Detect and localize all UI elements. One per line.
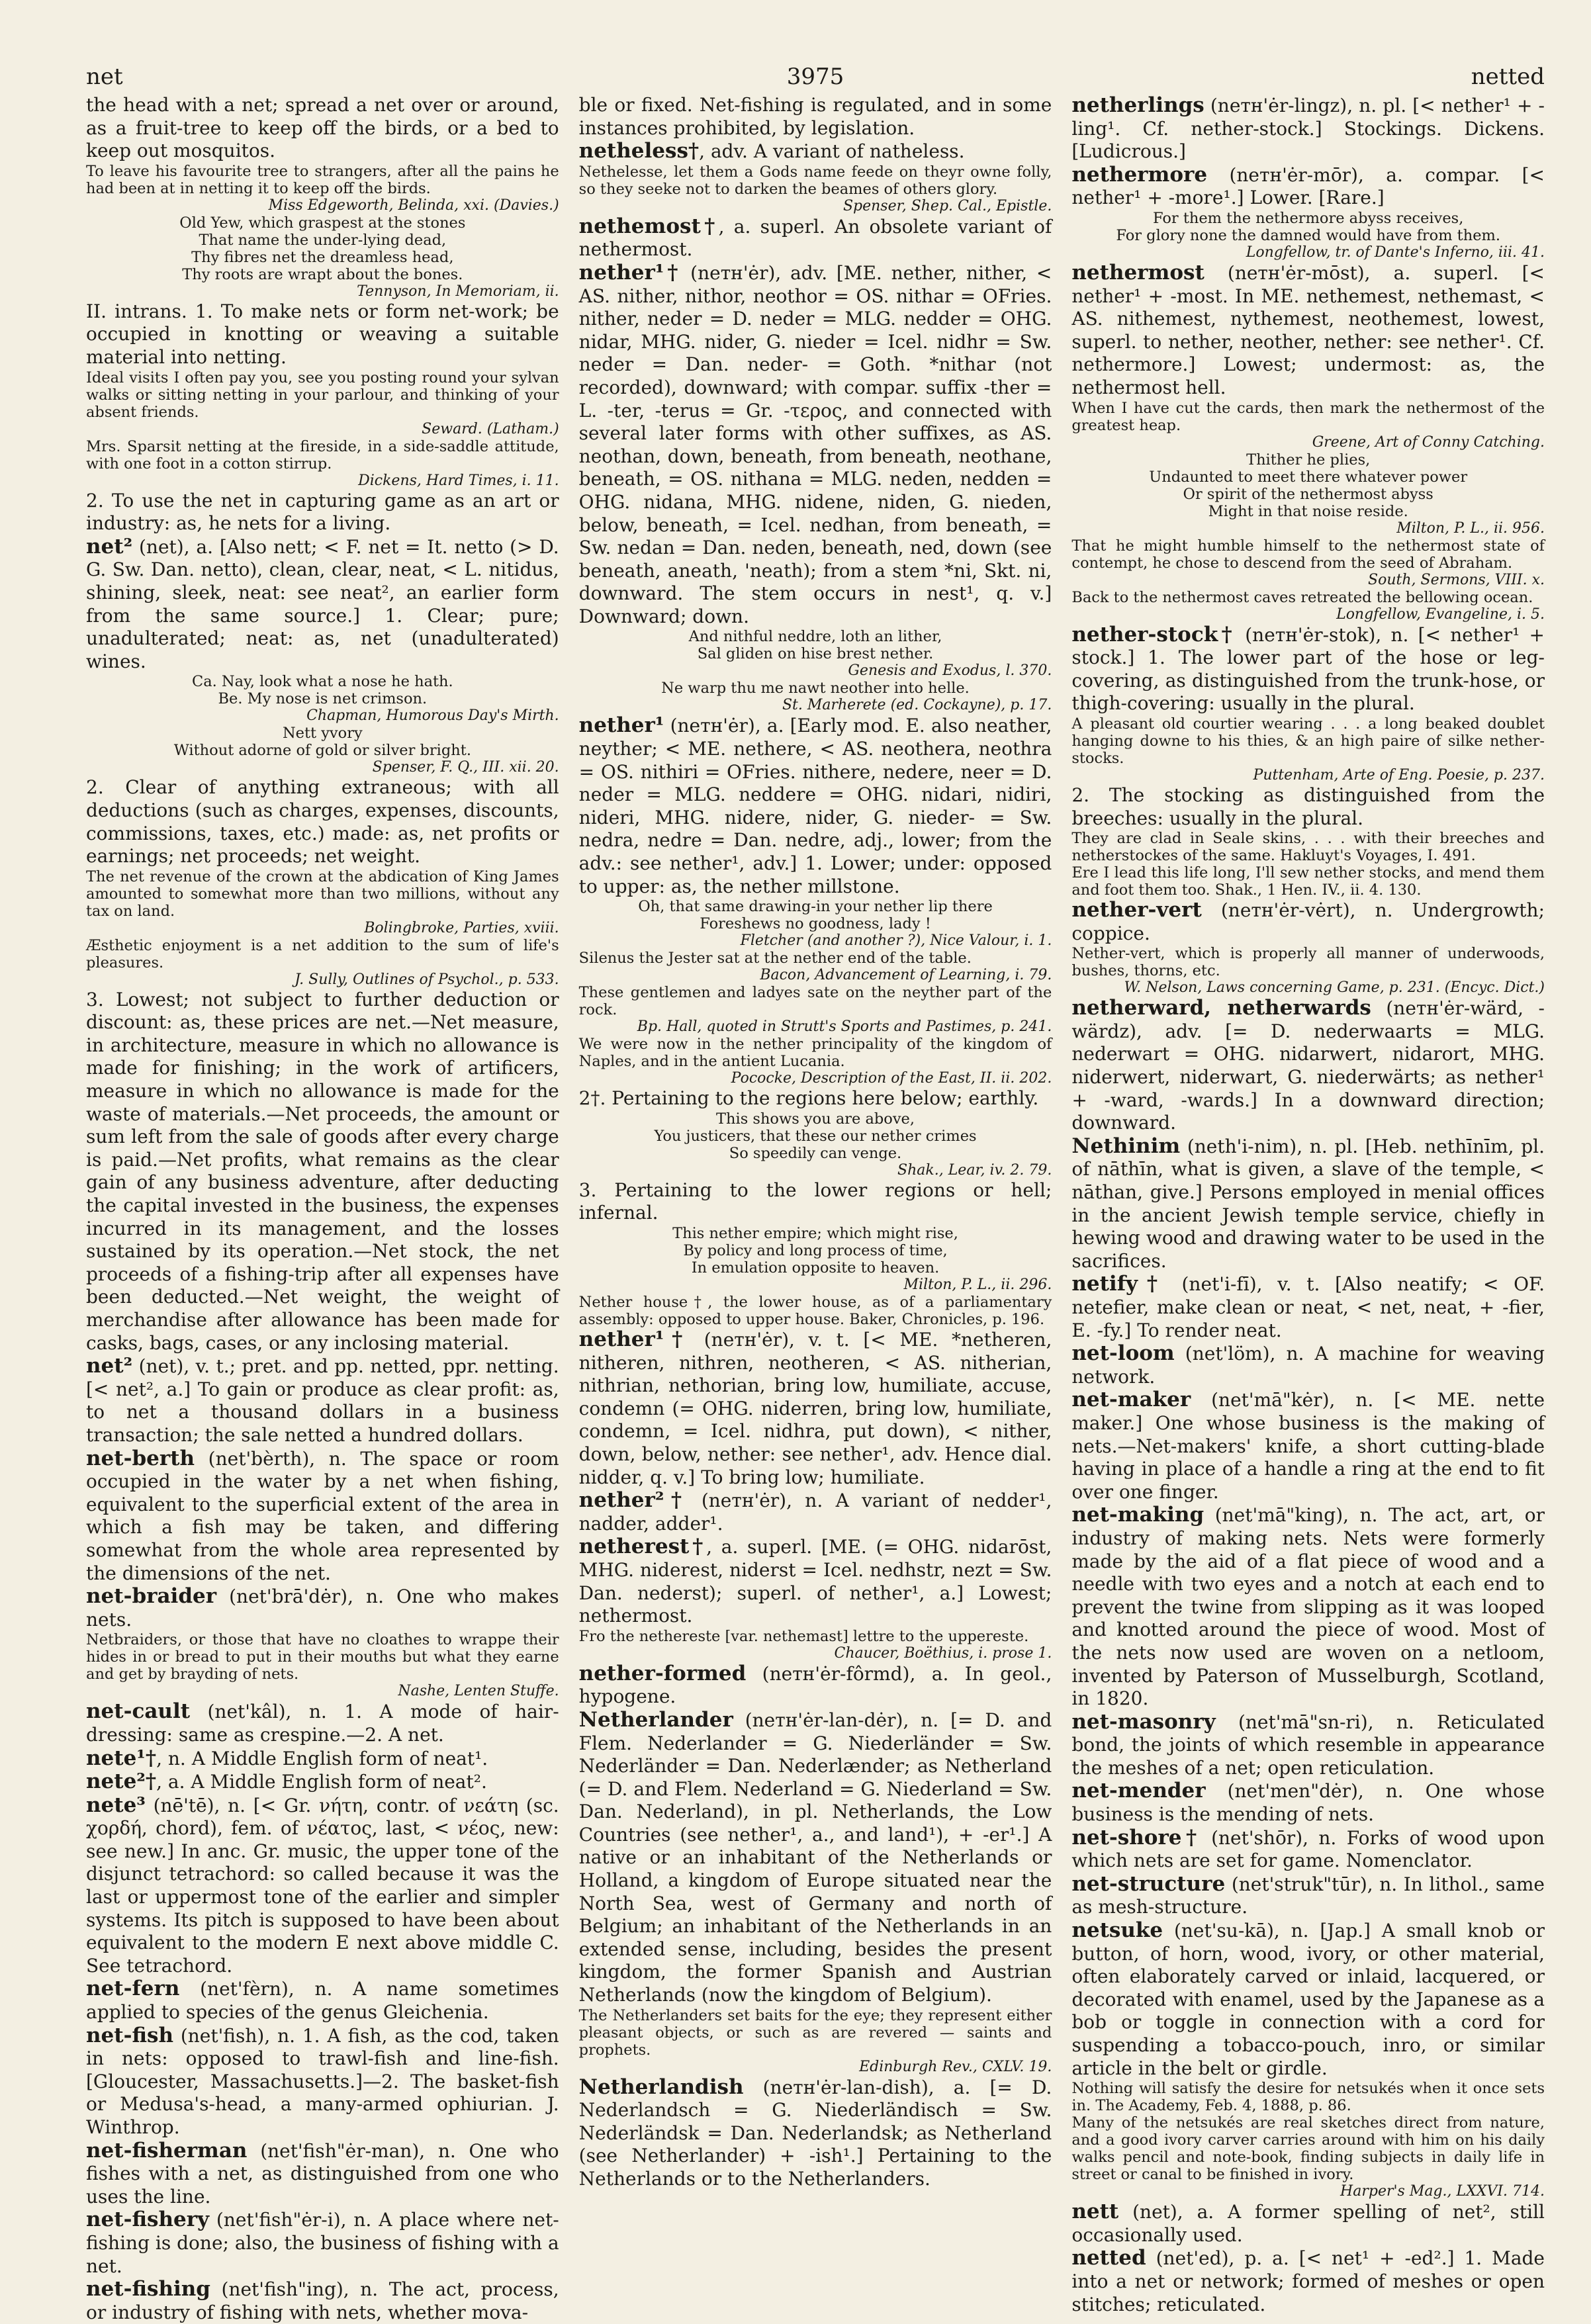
verse-line: This nether empire; which might rise, — [672, 1225, 958, 1242]
headword: Netherlandish — [578, 2075, 744, 2099]
verse-line: Thy roots are wrapt about the bones. — [182, 265, 463, 283]
headword: net-braider — [86, 1584, 217, 1609]
citation-source: Shak., Lear, iv. 2. 79. — [897, 1161, 1052, 1179]
definition: , n. A Middle English form of neat¹. — [156, 1747, 488, 1769]
verse-line: In emulation opposite to heaven. — [691, 1259, 940, 1276]
citation-source: Milton, P. L., ii. 956. — [1396, 519, 1545, 537]
definition: (neᴛʜ'ėr-fôrmd), a. In geol., hypogene. — [578, 1662, 1052, 1708]
definition: , a. A Middle English form of neat². — [156, 1771, 487, 1793]
headword: nethemost† — [578, 214, 719, 238]
dictionary-entry — [1071, 163, 1545, 210]
definition: (net'struk"tūr), n. In lithol., same as mesh-structure. — [1071, 1873, 1545, 1918]
dictionary-entry — [579, 261, 1052, 629]
verse-line: Might in that noise reside. — [1208, 502, 1408, 520]
running-header — [86, 64, 1545, 97]
headword: nete²† — [86, 1769, 157, 1794]
headword: net-fishing — [86, 2277, 210, 2302]
dictionary-entry — [86, 1747, 559, 1771]
definition: , a. superl. [ME. (= OHG. nidarōst, MHG. niderest, niderst = Icel. nedhstr, nezt = Sw. Dan. nederst); superl. of nether¹, a.] Lowest; nethermost. — [578, 1536, 1052, 1627]
definition: , a. superl. An obsolete variant of nethermost. — [578, 215, 1052, 261]
definition: (neᴛʜ'ėr-vėrt), n. Undergrowth; coppice. — [1071, 899, 1545, 944]
quotation: Nethelesse, let them a Gods name feede on theyr owne folly, so they seeke not to darken the beames of others glory. — [578, 163, 1052, 198]
citation-source: Longfellow, tr. of Dante's Inferno, iii. 41. — [1246, 244, 1545, 261]
dictionary-entry — [1071, 2200, 1545, 2247]
citation-source: Spenser, F. Q., III. xii. 20. — [372, 759, 559, 776]
headword: nether-formed — [578, 1661, 747, 1685]
definition: (net'ed), p. a. [< net¹ + -ed².] 1. Made into a net or network; formed of meshes or open stitches; reticulated. — [1071, 2247, 1545, 2315]
headword: net² — [86, 534, 133, 559]
verse-line: For them the nethermore abyss receives, — [1152, 209, 1464, 227]
definition: (neᴛʜ'ėr), adv. [ME. nether, nither, < AS. nither, nithor, neothor = OS. nithar = OFries. nither, neder = D. neder = MLG. nedder = OHG. nidar, MHG. nider, G. nieder = Icel. nidhr = Sw. neder = Dan. neder- = Goth. *nithar (not recorded), downward; with compar. suffix -ther = L. -ter, -terus = Gr. -τερος, and connected with several later forms with other suffixes, as AS. neothan, down, beneath, from beneath, neothane, beneath, = OS. nithana = MLG. neden, nedden = OHG. nidana, MHG. nidene, niden, G. nieden, below, beneath, = Icel. nedhan, from beneath, = Sw. nedan = Dan. neden, beneath, ned, down (see beneath, aneath, 'neath); from a stem *ni, Skt. ni, downward. The stem occurs in nest¹, q. v.] Downward; down. — [578, 261, 1052, 627]
verse-line: Without adorne of gold or silver bright. — [173, 742, 471, 760]
dictionary-entry — [579, 714, 1052, 898]
headword: netted — [1071, 2246, 1146, 2270]
citation-source: Chaucer, Boëthius, i. prose 1. — [834, 1644, 1052, 1662]
headword: net-fish — [86, 2023, 173, 2047]
headword: nether²† — [578, 1488, 689, 1513]
citation-source: Bolingbroke, Parties, xviii. — [364, 919, 559, 936]
headword: net-fishery — [86, 2208, 210, 2232]
headword: net-berth — [86, 1446, 195, 1470]
quotation: Nothing will satisfy the desire for netsukés when it once sets in. The Academy, Feb. 4, 1888, p. 86. — [1071, 2080, 1545, 2115]
verse-line: Ca. Nay, look what a nose he hath. — [192, 673, 453, 691]
body-text: II. intrans. 1. To make nets or form net-work; be occupied in knotting or weaving a suitable material into netting. — [86, 300, 559, 368]
body-text: 2. To use the net in capturing game as an art or industry: as, he nets for a living. — [86, 489, 559, 535]
body-text: 3. Pertaining to the lower regions or hell; infernal. — [578, 1179, 1052, 1224]
dictionary-entry — [579, 1489, 1052, 1535]
definition: (neᴛʜ'ėr-mōst), a. superl. [< nether¹ + -most. In ME. nethemest, nethemast, < AS. nithemest, nythemest, neothemest, lowest, superl. to nether, neother, nether: see nether¹. Cf. nethermore.] Lowest; undermost: as, the nethermost hell. — [1071, 261, 1545, 398]
dictionary-entry — [1071, 1873, 1545, 1919]
verse-line: Undaunted to meet there whatever power — [1149, 468, 1468, 486]
body-text: the head with a net; spread a net over or around, as a fruit-tree to keep off the birds, or a bed to keep out mosquitos. — [86, 94, 559, 162]
dictionary-entry — [1071, 1503, 1545, 1710]
verse-line: Nett yvory — [282, 725, 363, 742]
quotation: Back to the nethermost caves retreated the bellowing ocean. — [1071, 588, 1533, 606]
verse-line: Foreshews no goodness, lady ! — [700, 915, 931, 933]
dictionary-entry — [86, 1770, 559, 1794]
verse-line: This shows you are above, — [716, 1110, 915, 1128]
definition: (net'mā"sn-ri), n. Reticulated bond, the joints of which resemble in appearance the meshes of a net; open reticulation. — [1071, 1711, 1545, 1779]
definition: (neᴛʜ'ėr-stok), n. [< nether¹ + stock.] 1. The lower part of the hose or leg-covering, as distinguished from the trunk-hose, or thigh-covering: usually in the plural. — [1071, 623, 1545, 715]
headword: net-structure — [1071, 1871, 1226, 1896]
definition: (net'fèrn), n. A name sometimes applied to species of the genus Gleichenia. — [86, 1978, 559, 2024]
quotation: Netbraiders, or those that have no cloathes to wrappe their hides in or bread to put in their mouths but what they earne and get by brayding of nets. — [86, 1631, 559, 1683]
headword: nethermore — [1071, 162, 1208, 187]
definition: (net'mā"king), n. The act, art, or industry of making nets. Nets were formerly made by the aid of a flat piece of wood and a needle with two eyes and a notch at each end to prevent the twine from slipping as it was looped and knotted around the piece of wood. Most of the nets now used are woven on a netloom, invented by Paterson of Musselburgh, Scotland, in 1820. — [1071, 1504, 1545, 1710]
quotation: Silenus the Jester sat at the nether end of the table. — [578, 950, 972, 967]
definition: (net'shōr), n. Forks of wood upon which nets are set for game. Nomenclator. — [1071, 1826, 1545, 1872]
definition: (net'su-kā), n. [Jap.] A small knob or button, of horn, wood, ivory, or other material, often elaborately carved or inlaid, lacquered, or decorated with enamel, used by the Japanese as a bob or toggle in connection with a cord for suspending a tobacco-pouch, inro, or similar article in the belt or girdle. — [1071, 1920, 1545, 2079]
dictionary-entry — [86, 1700, 559, 1746]
dictionary-entry — [1071, 1273, 1545, 1342]
dictionary-entry — [1071, 94, 1545, 163]
citation-source: Tennyson, In Memoriam, ii. — [357, 283, 559, 300]
dictionary-entry — [86, 1977, 559, 2024]
headword: net-loom — [1071, 1341, 1175, 1366]
dictionary-entry — [1071, 1135, 1545, 1273]
definition: (net), v. t.; pret. and pp. netted, ppr. netting. [< net², a.] To gain or produce as clear profit: as, to net a thousand dollars in a business transaction; the sale netted a hundred dollars. — [86, 1355, 559, 1446]
definition: (neᴛʜ'ėr-mōr), a. compar. [< nether¹ + -more¹.] Lower. [Rare.] — [1071, 163, 1545, 209]
headword: net² — [86, 1354, 133, 1378]
dictionary-entry — [1071, 899, 1545, 945]
dictionary-entry — [86, 2208, 559, 2278]
dictionary-entry — [1071, 1711, 1545, 1780]
definition: (net'fish"ing), n. The act, process, or industry of fishing with nets, whether mova- — [86, 2278, 559, 2323]
citation-source: W. Nelson, Laws concerning Game, p. 231. (Encyc. Dict.) — [1124, 979, 1545, 997]
definition: (net'löm), n. A machine for weaving network. — [1071, 1343, 1545, 1388]
dictionary-entry — [86, 1585, 559, 1631]
citation-source: Chapman, Humorous Day's Mirth. — [306, 707, 559, 725]
definition: (net'kâl), n. 1. A mode of hair-dressing: same as crespine.—2. A net. — [86, 1701, 559, 1746]
citation-source: Seward. (Latham.) — [422, 420, 559, 437]
headword: nether-vert — [1071, 898, 1202, 922]
verse-line: Ne warp thu me nawt neother into helle. — [661, 680, 970, 697]
headword: net-fern — [86, 1977, 180, 2001]
citation-source: Puttenham, Arte of Eng. Poesie, p. 237. — [1253, 766, 1545, 783]
dictionary-entry — [1071, 1919, 1545, 2080]
citation-source: Greene, Art of Conny Catching. — [1312, 433, 1545, 451]
dictionary-entry — [1071, 1779, 1545, 1826]
quotation: Æsthetic enjoyment is a net addition to the sum of life's pleasures. — [86, 936, 559, 971]
definition: (neᴛʜ'ėr-lan-dish), a. [= D. Nederlandsch = G. Niederländisch = Sw. Nederländsk = Dan. Nederlandsk; as Netherland (see Netherlander) + -ish¹.] Pertaining to the Netherlands or to the Netherlanders. — [578, 2076, 1052, 2190]
headword: netherest† — [578, 1535, 707, 1559]
dictionary-entry — [86, 1355, 559, 1447]
headword: nethermost — [1071, 260, 1205, 285]
quotation: To leave his favourite tree to strangers, after all the pains he had been at in netting it to keep off the birds. — [86, 162, 559, 197]
dictionary-entry — [86, 2139, 559, 2209]
citation-source: Dickens, Hard Times, i. 11. — [358, 472, 559, 489]
body-text: 2. The stocking as distinguished from the breeches: usually in the plural. — [1071, 783, 1545, 829]
quotation: When I have cut the cards, then mark the nethermost of the greatest heap. — [1071, 399, 1545, 434]
header-guide-word-right: netted — [1471, 64, 1545, 90]
column-1 — [86, 94, 559, 2323]
quotation: Many of the netsukés are real sketches direct from nature, and a good ivory carver carries around with him on his daily walks pencil and note-book, finding subjects in daily life in street or canal to be finished in ivory. — [1071, 2114, 1545, 2184]
dictionary-entry — [1071, 261, 1545, 400]
quotation: Mrs. Sparsit netting at the fireside, in a side-saddle attitude, with one foot in a cotton stirrup. — [86, 437, 559, 472]
dictionary-entry — [1071, 997, 1545, 1135]
dictionary-entry — [86, 2024, 559, 2139]
quotation: Fro the nethereste [var. nethemast] lettre to the uppereste. — [578, 1627, 1029, 1645]
quotation: That he might humble himself to the nethermost state of contempt, he chose to descend from the seed of Abraham. — [1071, 537, 1545, 572]
headword: nether¹† — [578, 1327, 691, 1351]
definition: (neᴛʜ'ėr-lan-dėr), n. [= D. and Flem. Nederlander = G. Niederländer = Sw. Nederländer = Dan. Nederlænder; as Netherland (= D. and Flem. Nederland = G. Niederland = Sw. Dan. Nederland), in pl. Netherlands, the Low Countries (see nether¹, a., and land¹), + -er¹.] A native or an inhabitant of the Netherlands or Holland, a kingdom of Europe situated near the North Sea, west of Germany and north of Belgium; an inhabitant of the Netherlands in an extended sense, including, besides the present kingdom, the former Spanish and Austrian Netherlands (now the kingdom of Belgium). — [578, 1709, 1052, 2006]
dictionary-entry — [579, 140, 1052, 163]
dictionary-entry — [579, 1328, 1052, 1489]
citation-source: Nashe, Lenten Stuffe. — [398, 1683, 559, 1700]
body-text: 2. Clear of anything extraneous; with all deductions (such as charges, expenses, discounts, commissions, taxes, etc.) made: as, net profits or earnings; net proceeds; net weight. — [86, 776, 559, 868]
definition: (net'men"dėr), n. One whose business is the mending of nets. — [1071, 1780, 1545, 1826]
dictionary-entry — [1071, 623, 1545, 715]
headword: netherward, netherwards — [1071, 996, 1371, 1020]
headword: net-making — [1071, 1503, 1205, 1527]
body-text: 2†. Pertaining to the regions here below; earthly. — [578, 1087, 1039, 1110]
definition: (net), a. [Also nett; < F. net = It. netto (> D. G. Sw. Dan. netto), clean, clear, neat, < L. nitidus, shining, sleek, neat: see neat², an earlier form from the same source.] 1. Clear; pure; unadulterated; neat: as, net (unadulterated) wines. — [86, 535, 559, 672]
dictionary-entry — [579, 1662, 1052, 1709]
column-3 — [1071, 93, 1545, 2315]
body-text: 3. Lowest; not subject to further deduction or discount: as, these prices are net.—Net measure, in architecture, measure in which no allowance is made for finishing; in the work of artificers, measure in which no allowance is made for the waste of materials.—Net proceeds, the amount or sum left from the sale of goods after every charge is paid.—Net profits, what remains as the clear gain of any business adventure, after deducting the capital invested in the business, the expenses incurred in its management, and the losses sustained by its operation.—Net stock, the net proceeds of a fishing-trip after all expenses have been deducted.—Net weight, the weight of merchandise after allowance has been made for casks, bags, cases, or any inclosing material. — [86, 988, 559, 1354]
dictionary-entry — [1071, 1342, 1545, 1388]
verse-line: Oh, that same drawing-in your nether lip there — [638, 898, 993, 916]
quotation: They are clad in Seale skins, . . . with their breeches and netherstockes of the same. Hakluyt's Voyages, I. 491. — [1071, 830, 1545, 865]
headword: netheless† — [578, 139, 700, 163]
citation-source: Milton, P. L., ii. 296. — [903, 1276, 1052, 1293]
dictionary-entry — [579, 215, 1052, 261]
dictionary-entry — [86, 1794, 559, 1978]
quotation: Nether house†, the lower house, as of a parliamentary assembly: opposed to upper house. Baker, Chronicles, p. 196. — [578, 1294, 1052, 1328]
quotation: Ere I lead this life long, I'll sew nether stocks, and mend them and foot them too. Shak., 1 Hen. IV., ii. 4. 130. — [1071, 864, 1545, 899]
verse-line: So speedily can venge. — [729, 1144, 902, 1162]
quotation: A pleasant old courtier wearing . . . a long beaked doublet hanging downe to his thies, & an high paire of silke nether-stocks. — [1071, 715, 1545, 767]
headword: net-fisherman — [86, 2138, 248, 2163]
definition: (neᴛʜ'ėr-wärd, -wärdz), adv. [= D. nederwaarts = MLG. nederwart = OHG. nidarwert, nidarort, MHG. niderwert, niderwart, G. niederwärts; as nether¹ + -ward, -wards.] In a downward direction; downward. — [1071, 997, 1545, 1134]
verse-line: You justicers, that these our nether crimes — [654, 1127, 977, 1145]
text-columns — [86, 93, 1545, 2323]
headword: nether-stock† — [1071, 622, 1236, 647]
column-2 — [579, 94, 1052, 2231]
definition: , adv. A variant of natheless. — [699, 140, 965, 163]
definition: (net'bèrth), n. The space or room occupied in the water by a net when fishing, equivalent to the superficial extent of the area in which a fish may be taken, and differing somewhat from the whole area represented by the dimensions of the net. — [86, 1447, 559, 1584]
citation-source: Longfellow, Evangeline, i. 5. — [1336, 605, 1545, 623]
quotation: We were now in the nether principality of the kingdom of Naples, and in the antient Lucania. — [578, 1036, 1052, 1071]
citation-source: Bacon, Advancement of Learning, i. 79. — [760, 967, 1052, 984]
headword: Netherlander — [578, 1707, 733, 1732]
headword: net-masonry — [1071, 1709, 1216, 1734]
headword: net-shore† — [1071, 1825, 1201, 1850]
verse-line: By policy and long process of time, — [683, 1242, 948, 1259]
definition: (nē'tē), n. [< Gr. νήτη, contr. of νεάτη (sc. χορδή, chord), fem. of νέατος, last, < νέος, new: see new.] In anc. Gr. music, the upper tone of the disjunct tetrachord: so called because it was the last or uppermost tone of the earlier and simpler systems. Its pitch is supposed to have been about equivalent to the modern E next above middle C. See tetrachord. — [86, 1794, 559, 1977]
dictionary-entry — [1071, 1388, 1545, 1503]
page-number: 3975 — [786, 64, 844, 90]
headword: Nethinim — [1071, 1134, 1181, 1158]
definition: (neᴛʜ'ėr), v. t. [< ME. *netheren, nitheren, nithren, neotheren, < AS. nitherian, nithrian, nethorian, bring low, humiliate, accuse, condemn (= OHG. niderren, bring low, humiliate, condemn, = Icel. nidhra, put down), < nither, down, below, nether: see nether¹, adv. Hence dial. nidder, q. v.] To bring low; humiliate. — [578, 1329, 1052, 1488]
definition: (net), a. A former spelling of net², still occasionally used. — [1071, 2201, 1545, 2246]
dictionary-entry — [86, 535, 559, 674]
verse-line: Thither he plies, — [1246, 451, 1371, 469]
headword: nether¹† — [578, 260, 682, 285]
verse-line: That name the under-lying dead, — [199, 231, 447, 249]
definition: (net'i-fī), v. t. [Also neatify; < OF. netefier, make clean or neat, < net, neat, + -fier, E. -fy.] To render neat. — [1071, 1273, 1545, 1341]
headword: nete³ — [86, 1793, 146, 1817]
citation-source: Harper's Mag., LXXVI. 714. — [1340, 2183, 1545, 2200]
headword: netsuke — [1071, 1918, 1163, 1943]
verse-line: Sal gliden on hise brest nether. — [697, 645, 934, 663]
quotation: Nether-vert, which is properly all manner of underwoods, bushes, thorns, etc. — [1071, 945, 1545, 980]
definition: (net'fish"ėr-i), n. A place where net-fishing is done; also, the business of fishing with a net. — [86, 2209, 559, 2277]
verse-line: Old Yew, which graspest at the stones — [179, 214, 466, 232]
headword: net-mender — [1071, 1779, 1206, 1803]
dictionary-entry — [86, 1447, 559, 1586]
headword: nether¹ — [578, 713, 664, 738]
citation-source: South, Sermons, VIII. x. — [1368, 571, 1545, 588]
citation-source: Genesis and Exodus, l. 370. — [848, 662, 1052, 680]
definition: (neᴛʜ'ėr), a. [Early mod. E. also neather, neyther; < ME. nethere, < AS. neothera, neothra = OS. nithiri = OFries. nithere, nedere, neer = D. neder = MLG. neddere = OHG. nidari, nidiri, nideri, MHG. nidere, nider, G. nieder- = Sw. nedra, nedre = Dan. nedre, adj., lower; from the adv.: see nether¹, adv.] 1. Lower; under: opposed to upper: as, the nether millstone. — [578, 715, 1052, 897]
definition: (neᴛʜ'ėr-lingz), n. pl. [< nether¹ + -ling¹. Cf. nether-stock.] Stockings. Dickens. [Ludicrous.] — [1071, 95, 1545, 163]
verse-line: Or spirit of the nethermost abyss — [1183, 485, 1433, 503]
headword: net-maker — [1071, 1388, 1191, 1412]
citation-source: J. Sully, Outlines of Psychol., p. 533. — [295, 971, 559, 988]
definition: (net'brā'dėr), n. One who makes nets. — [86, 1586, 559, 1631]
headword: nete¹† — [86, 1746, 157, 1770]
definition: (net'mā"kėr), n. [< ME. nette maker.] One whose business is the making of nets.—Net-makers' knife, a short cutting-blade having in place of a handle a ring at the end to fit over one finger. — [1071, 1389, 1545, 1503]
dictionary-entry — [1071, 1826, 1545, 1873]
quotation: The Netherlanders set baits for the eye; they represent either pleasant objects, or such as are revered — saints and prophets. — [578, 2006, 1052, 2059]
quotation: These gentlemen and ladyes sate on the neyther part of the rock. — [578, 984, 1052, 1019]
citation-source: Spenser, Shep. Cal., Epistle. — [842, 197, 1052, 214]
definition: (neᴛʜ'ėr), n. A variant of nedder¹, nadder, adder¹. — [578, 1490, 1052, 1535]
definition: (net'fish"ėr-man), n. One who fishes with a net, as distinguished from one who uses the line. — [86, 2139, 559, 2208]
verse-line: And nithful neddre, loth an lither, — [688, 628, 942, 646]
body-text: ble or fixed. Net-fishing is regulated, and in some instances prohibited, by legislation. — [578, 94, 1052, 139]
dictionary-entry — [579, 1535, 1052, 1627]
quotation: The net revenue of the crown at the abdication of King James amounted to somewhat more than two millions, without any tax on land. — [86, 868, 559, 920]
verse-line: For glory none the damned would have from them. — [1116, 226, 1501, 244]
dictionary-entry — [86, 2278, 559, 2324]
citation-source: St. Marherete (ed. Cockayne), p. 17. — [782, 697, 1052, 714]
citation-source: Bp. Hall, quoted in Strutt's Sports and Pastimes, p. 241. — [637, 1018, 1052, 1036]
citation-source: Edinburgh Rev., CXLV. 19. — [859, 2058, 1052, 2075]
header-guide-word-left: net — [86, 64, 123, 90]
citation-source: Pococke, Description of the East, II. ii. 202. — [731, 1070, 1052, 1087]
quotation: Ideal visits I often pay you, see you posting round your sylvan walks or sitting netting in your parlour, and thinking of your absent friends. — [86, 369, 559, 421]
headword: netherlings — [1071, 93, 1205, 117]
citation-source: Miss Edgeworth, Belinda, xxi. (Davies.) — [268, 197, 559, 214]
definition: (neth'i-nim), n. pl. [Heb. nethīnīm, pl. of nāthīn, what is given, a slave of the temple, < nāthan, give.] Persons employed in menial offices in the ancient Jewish temple service, chiefly in hewing wood and drawing water to be used in the sacrifices. — [1071, 1135, 1545, 1272]
headword: net-cault — [86, 1699, 191, 1724]
verse-line: Thy fibres net the dreamless head, — [191, 248, 454, 266]
definition: (net'fish), n. 1. A fish, as the cod, taken in nets: opposed to trawl-fish and line-fish. [Gloucester, Massachusetts.]—2. The basket-fish or Medusa's-head, a many-armed ophiurian. J. Winthrop. — [86, 2024, 559, 2138]
headword: nett — [1071, 2200, 1119, 2224]
dictionary-entry — [579, 2076, 1052, 2191]
headword: netify† — [1071, 1272, 1167, 1296]
dictionary-entry — [1071, 2247, 1545, 2316]
citation-source: Fletcher (and another ?), Nice Valour, i. 1. — [740, 932, 1052, 950]
verse-line: Be. My nose is net crimson. — [218, 690, 428, 708]
dictionary-entry — [579, 1709, 1052, 2007]
